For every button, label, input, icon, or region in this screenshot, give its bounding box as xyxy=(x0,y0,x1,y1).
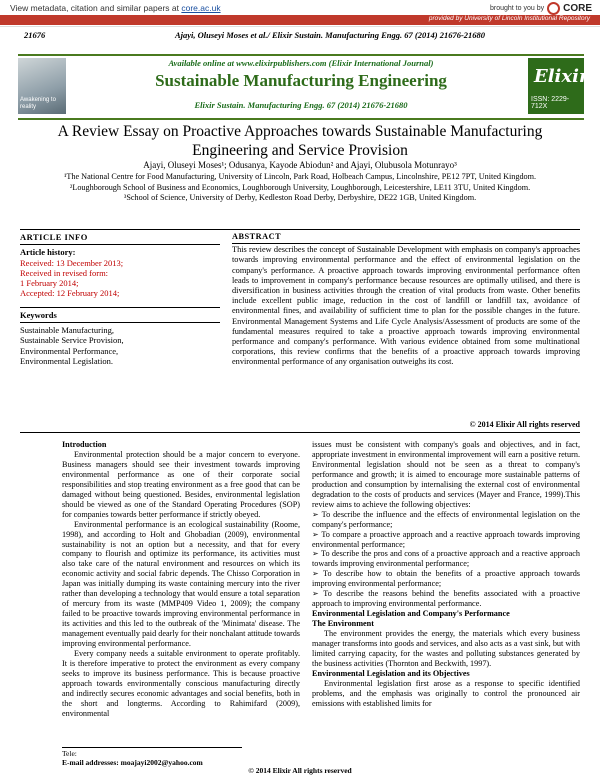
keyword: Environmental Legislation. xyxy=(20,355,114,366)
history-label: Article history: xyxy=(20,247,76,258)
paragraph: Every company needs a suitable environment to operate profitably. It is therefore imperative to protect the environment as every company seeks to improve its business performance. This is because proactive approach towards environmentally conscious manufacturing directly and indirectly secures economic advantages and social benefits, both in the short and longterms. According to Rahimifard (2009), environmental xyxy=(62,649,300,718)
page-copyright: © 2014 Elixir All rights reserved xyxy=(248,766,352,775)
core-brand[interactable] xyxy=(490,2,592,15)
objective-item: ➢ To describe the influence and the effects of environmental legislation on the company's performance; xyxy=(312,509,580,529)
core-link-text: View metadata, citation and similar papers at xyxy=(10,3,182,13)
brought-by-text: brought to you by xyxy=(490,5,545,12)
abstract xyxy=(232,232,580,368)
abstract-heading: ABSTRACT xyxy=(232,232,580,244)
section-heading: Introduction xyxy=(62,440,107,449)
running-title: Ajayi, Oluseyi Moses et al./ Elixir Sustain. Manufacturing Engg. 67 (2014) 21676-21680 xyxy=(174,30,486,40)
keywords-label: Keywords xyxy=(20,309,57,320)
objective-item: ➢ To compare a proactive approach and a reactive approach towards improving environmental performance; xyxy=(312,529,580,549)
core-logo-text: CORE xyxy=(563,3,592,14)
email-label: E-mail addresses: xyxy=(62,758,119,767)
divider xyxy=(20,322,220,323)
objective-item: ➢ To describe the reasons behind the benefits associated with a proactive approach to improving environmental performance. xyxy=(312,589,580,609)
section-heading: Environmental Legislation and Company's Performance xyxy=(312,609,510,619)
running-header xyxy=(24,30,576,40)
footnote-rule xyxy=(62,747,242,748)
body-column-left xyxy=(62,440,300,719)
core-logo-icon xyxy=(547,2,560,15)
journal-header xyxy=(18,54,589,120)
divider xyxy=(20,229,580,230)
page-number: 21676 xyxy=(24,30,46,40)
paragraph: Environmental legislation first arose as a response to specific identified problems, and the emphasis was originally to control the pronounced air emissions with established limits for xyxy=(312,678,580,708)
abstract-text: This review describes the concept of Sustainable Development with emphasis on company's approaches towards improving environmental performance and the effect of environmental legislation on the company's performance. A proactive approach towards improving environmental performance often leads to improvement in company's performance because resources are optimally utilised, and there is diversification in business activities through the creation of vital products from waste. Other benefits include excellent public image, reduction in the cost of landfill or landfill tax, avoidance of environmental fines, and availability of sufficient time to plan for the possible changes in the future. Environmental Management Systems and Life Cycle Analysis/Assessment of products are some of the fundamental measures required to take a proactive approach towards improving environmental performance and company's performance. With various evidence obtained from some multinational corporations, this review confirms that the benefits of a proactive approach towards improving environmental performance of any organisation outweighs its cost. xyxy=(232,245,580,367)
accepted-date: Accepted: 12 February 2014; xyxy=(20,288,120,299)
cover-caption: Awakening to reality xyxy=(20,97,56,110)
footnote xyxy=(62,747,242,767)
affiliation-3: ³School of Science, University of Derby, Kedleston Road Derby, Derbyshire, DE22 1GB, United Kingdom. xyxy=(123,193,477,202)
core-provided-bar xyxy=(0,15,600,25)
email-address[interactable]: moajayi2002@yahoo.com xyxy=(120,758,203,767)
divider xyxy=(20,307,220,308)
affiliation-1: ¹The National Centre for Food Manufacturing, University of Lincoln, Park Road, Holbeach Campus, Lincolnshire, PE12 7PT, United Kingdom. xyxy=(63,172,537,181)
revised-label: Received in revised form: xyxy=(20,267,109,278)
received-date: Received: 13 December 2013; xyxy=(20,257,124,268)
journal-citation: Elixir Sustain. Manufacturing Engg. 67 (2014) 21676-21680 xyxy=(194,100,408,110)
article-info xyxy=(20,232,220,366)
journal-name: Sustainable Manufacturing Engineering xyxy=(155,71,447,90)
tele-label: Tele: xyxy=(62,749,77,758)
divider xyxy=(20,244,220,245)
body-column-right xyxy=(312,440,580,709)
elixir-logo-word: Elixir xyxy=(534,66,589,87)
paragraph: issues must be consistent with company's goals and objectives, and in fact, appropriate investment in environmental improvement will earn a positive return. Environmental legislation should not be seen as a threat to company's performance and growth; it is aimed to encourage more sustainable patterns of production and consumption by internalising the external cost of environmental degradation to the costs of products and services (Mayer and France, 1999).This review aims to achieve the following objectives: xyxy=(312,440,580,509)
core-provided-text: provided by University of Lincoln Institutional Repository xyxy=(428,15,590,22)
revised-date: 1 February 2014; xyxy=(20,278,79,289)
article-info-heading: ARTICLE INFO xyxy=(20,232,88,242)
elixir-logo xyxy=(528,58,589,114)
affiliation-2: ²Loughborough School of Business and Economics, Loughborough University, Loughborough, Leicestershire, LE11 3TU, United Kingdom. xyxy=(69,182,531,192)
objective-item: ➢ To describe the pros and cons of a proactive approach and a reactive approach towards improving environmental performance; xyxy=(312,549,580,569)
paragraph: Environmental performance is an ecological sustainability (Roome, 1998), and according to Holt and Ghobadian (2009), environmental sustainability is not an option but a necessity, and that for every company to flourish and optimize its performance, its activities must also take care of the natural environment and resources on which its economic activity and social fabric depends. The Chisso Corporation in Japan was initially dumping its waste containing mercury into the river rather than developing a technology that would ensure a total separation of mercury from its waste (MMP409 Video 1, 2009); the company failed to be proactive towards improving environmental performance in its activities and this led to the outbreak of the 'Minimata' disease. The management eventually paid dearly for their nonchalant attitude towards improving environmental performance. xyxy=(62,519,300,649)
core-link-url[interactable]: core.ac.uk xyxy=(181,3,221,13)
divider xyxy=(20,432,580,433)
paragraph: The environment provides the energy, the materials which every business manager transforms into goods and services, and also acts as a vast sink, but with limited carrying capacity, for the wastes and polluting substances generated by the business activities (Thornton and Beckwith, 1997). xyxy=(312,629,580,668)
elixir-issn: ISSN: 2229-712X xyxy=(531,96,570,110)
paragraph: Environmental protection should be a major concern to everyone. Business managers should see their investment towards improving environmental performance as one of their corporate social responsibilities and stop treating environment as a free good that can be damaged without being questioned. Besides, environmental legislation should be viewed as one of the Standard Operating Procedures (SOP) for companies towards better performance if strictly obeyed. xyxy=(62,449,300,519)
paper-title: A Review Essay on Proactive Approaches towards Sustainable Manufacturing Engineering and Service Provision xyxy=(57,123,543,159)
subsection-heading: Environmental Legislation and its Objectives xyxy=(312,668,470,678)
availability-line: Available online at www.elixirpublishers.com (Elixir International Journal) xyxy=(168,58,434,68)
core-banner xyxy=(0,0,600,27)
objective-item: ➢ To describe how to obtain the benefits of a proactive approach towards improving environmental performance; xyxy=(312,569,580,589)
keyword: Sustainable Manufacturing, xyxy=(20,325,114,336)
keyword: Environmental Performance, xyxy=(20,345,119,356)
affiliations xyxy=(30,172,570,204)
subsection-heading: The Environment xyxy=(312,619,374,629)
keyword: Sustainable Service Provision, xyxy=(20,335,124,346)
abstract-copyright: © 2014 Elixir All rights reserved xyxy=(469,420,580,429)
paper-authors: Ajayi, Oluseyi Moses¹; Odusanya, Kayode Abiodun² and Ajayi, Olubusola Motunrayo³ xyxy=(143,160,457,170)
core-metadata-link[interactable] xyxy=(10,3,221,13)
